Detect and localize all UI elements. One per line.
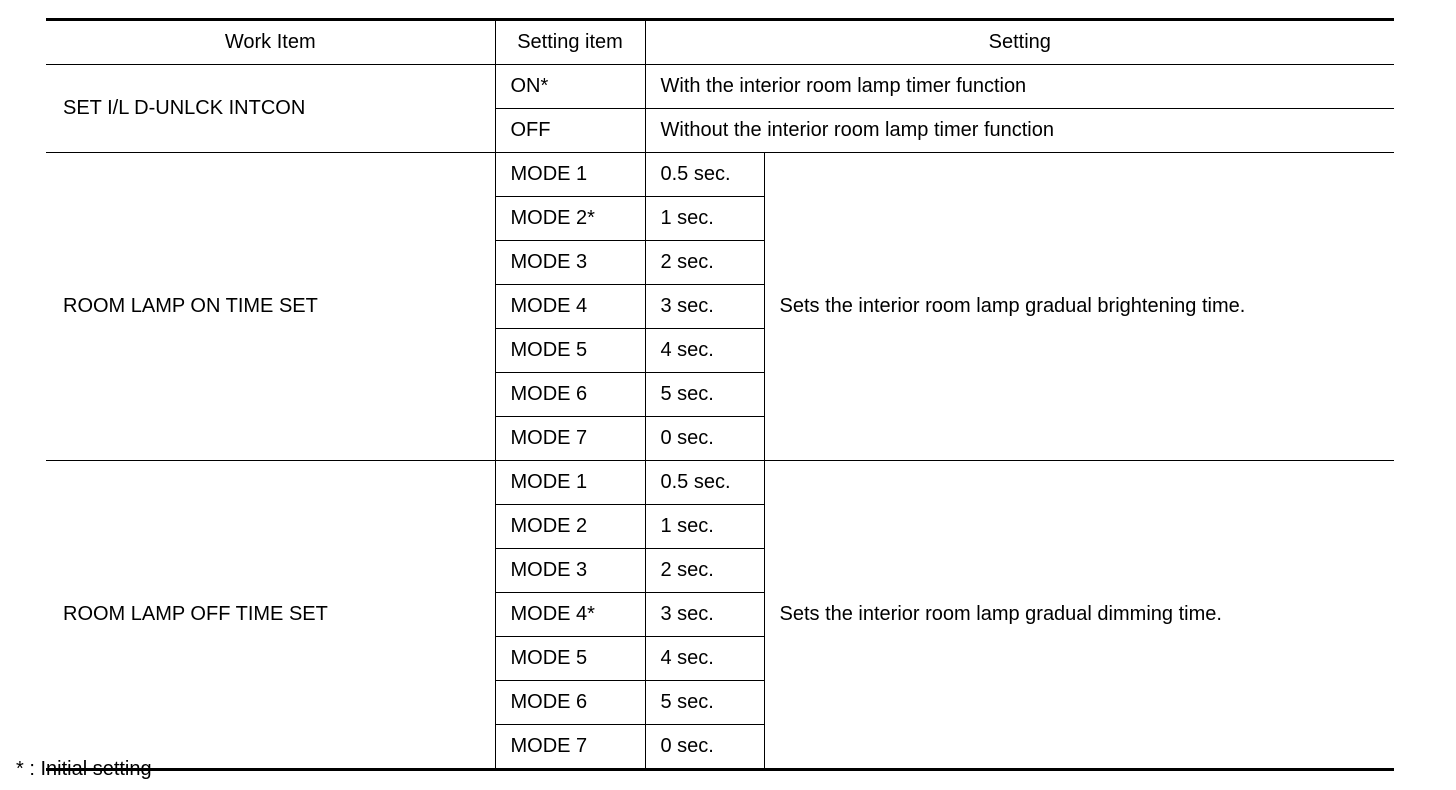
setting-item-cell: ON* <box>495 65 645 109</box>
time-cell: 3 sec. <box>645 285 764 329</box>
table-row <box>46 461 1394 505</box>
setting-item-cell: MODE 3 <box>495 549 645 593</box>
time-cell: 5 sec. <box>645 681 764 725</box>
setting-item-cell: MODE 6 <box>495 373 645 417</box>
setting-cell: With the interior room lamp timer function <box>645 65 1394 109</box>
header-setting: Setting <box>645 20 1394 65</box>
setting-item-cell: MODE 2* <box>495 197 645 241</box>
time-cell: 5 sec. <box>645 373 764 417</box>
setting-item-cell: MODE 6 <box>495 681 645 725</box>
time-cell: 2 sec. <box>645 549 764 593</box>
setting-item-cell: MODE 3 <box>495 241 645 285</box>
description-cell: Sets the interior room lamp gradual dimming time. <box>764 461 1394 770</box>
time-cell: 0.5 sec. <box>645 461 764 505</box>
work-item-cell: ROOM LAMP OFF TIME SET <box>46 461 495 770</box>
time-cell: 0 sec. <box>645 417 764 461</box>
setting-item-cell: MODE 1 <box>495 153 645 197</box>
time-cell: 0 sec. <box>645 725 764 770</box>
description-cell: Sets the interior room lamp gradual brightening time. <box>764 153 1394 461</box>
header-work-item: Work Item <box>46 20 495 65</box>
time-cell: 0.5 sec. <box>645 153 764 197</box>
time-cell: 1 sec. <box>645 505 764 549</box>
table-row <box>46 153 1394 197</box>
table-row <box>46 65 1394 109</box>
work-item-cell: SET I/L D-UNLCK INTCON <box>46 65 495 153</box>
header-row <box>46 20 1394 65</box>
setting-item-cell: MODE 5 <box>495 329 645 373</box>
time-cell: 4 sec. <box>645 637 764 681</box>
setting-item-cell: MODE 7 <box>495 725 645 770</box>
time-cell: 2 sec. <box>645 241 764 285</box>
time-cell: 3 sec. <box>645 593 764 637</box>
setting-item-cell: MODE 5 <box>495 637 645 681</box>
work-item-cell: ROOM LAMP ON TIME SET <box>46 153 495 461</box>
setting-cell: Without the interior room lamp timer function <box>645 109 1394 153</box>
setting-item-cell: OFF <box>495 109 645 153</box>
work-item-settings-table <box>46 18 1394 771</box>
time-cell: 1 sec. <box>645 197 764 241</box>
setting-item-cell: MODE 7 <box>495 417 645 461</box>
header-setting-item: Setting item <box>495 20 645 65</box>
setting-item-cell: MODE 4* <box>495 593 645 637</box>
time-cell: 4 sec. <box>645 329 764 373</box>
setting-item-cell: MODE 1 <box>495 461 645 505</box>
setting-item-cell: MODE 2 <box>495 505 645 549</box>
footnote: * : Initial setting <box>16 758 152 780</box>
setting-item-cell: MODE 4 <box>495 285 645 329</box>
